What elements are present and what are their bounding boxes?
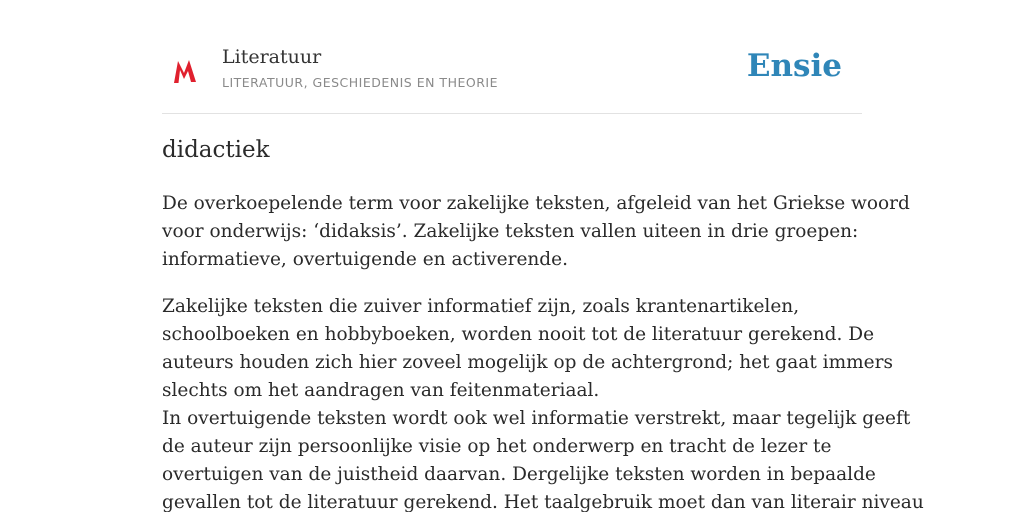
ensie-m-logo-icon[interactable] (172, 57, 198, 85)
text-line: overtuigen van de juistheid daarvan. Dergelijke teksten worden in bepaalde (162, 464, 876, 485)
text-line: gevallen tot de literatuur gerekend. Het taalgebruik moet dan van literair niveau (162, 492, 924, 512)
text-line: In overtuigende teksten wordt ook wel informatie verstrekt, maar tegelijk geeft (162, 408, 911, 429)
article-body (162, 190, 924, 512)
site-header (162, 40, 862, 114)
site-subtitle: LITERATUUR, GESCHIEDENIS EN THEORIE (222, 75, 498, 90)
paragraph (162, 190, 910, 274)
text-line: de auteur zijn persoonlijke visie op het onderwerp en tracht de lezer te (162, 436, 832, 457)
brand-logo[interactable]: Ensie (746, 48, 842, 84)
text-line: voor onderwijs: ‘didaksis’. Zakelijke teksten vallen uiteen in drie groepen: (162, 221, 859, 242)
text-line: Zakelijke teksten die zuiver informatief zijn, zoals krantenartikelen, (162, 296, 800, 317)
paragraph (162, 293, 924, 512)
article-title: didactiek (162, 137, 270, 163)
text-line: schoolboeken en hobbyboeken, worden nooit tot de literatuur gerekend. De (162, 324, 875, 345)
text-line: auteurs houden zich hier zoveel mogelijk op de achtergrond; het gaat immers (162, 352, 893, 373)
text-line: slechts om het aandragen van feitenmateriaal. (162, 380, 600, 401)
text-line: informatieve, overtuigende en activerende. (162, 249, 568, 270)
site-title[interactable]: Literatuur (222, 46, 322, 68)
text-line: De overkoepelende term voor zakelijke teksten, afgeleid van het Griekse woord (162, 193, 910, 214)
